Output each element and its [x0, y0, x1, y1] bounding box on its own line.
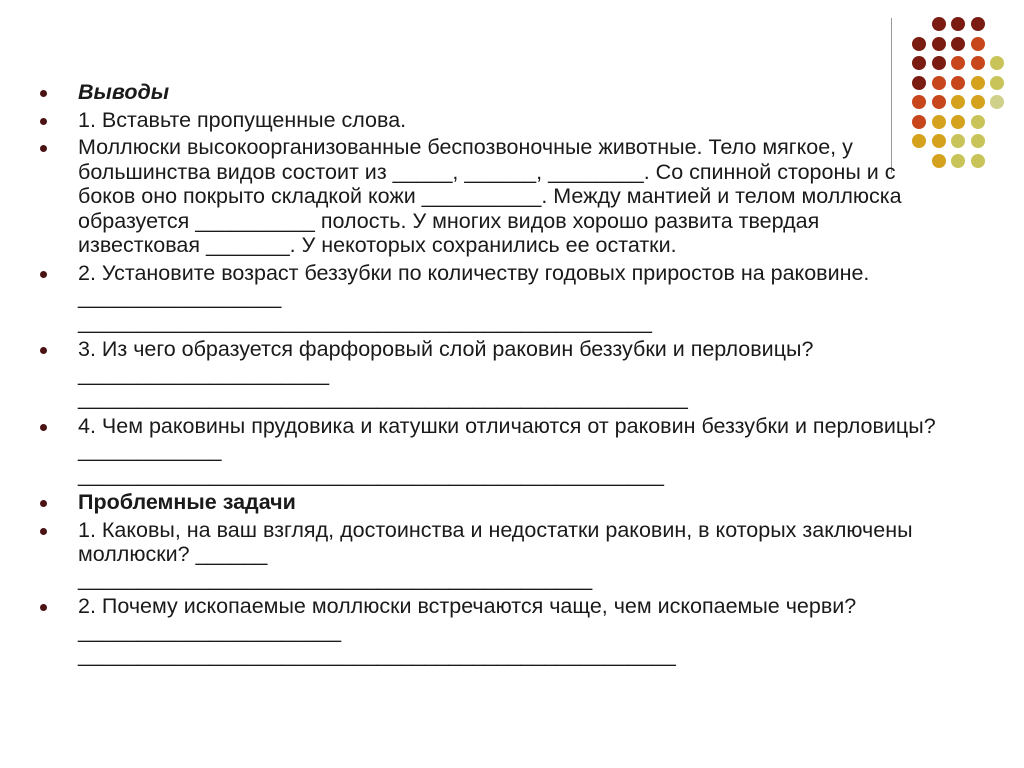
task-1-instruction: 1. Вставьте пропущенные слова. — [38, 108, 938, 133]
heading-problem-tasks: Проблемные задачи — [38, 490, 938, 515]
problem-2-question: 2. Почему ископаемые моллюски встречаются чаще, чем ископаемые черви?______________________ __________________________________________________ — [38, 594, 938, 668]
decorative-dot — [971, 95, 985, 109]
task-4-question: 4. Чем раковины прудовика и катушки отличаются от раковин беззубки и перловицы?____________ _________________________________________________ — [38, 414, 938, 488]
decorative-dot — [971, 76, 985, 90]
decorative-dot — [971, 154, 985, 168]
decorative-dot — [971, 115, 985, 129]
problem-1-question: 1. Каковы, на ваш взгляд, достоинства и недостатки раковин, в которых заключены моллюски? ______ ___________________________________________ — [38, 518, 938, 592]
task-3-question: 3. Из чего образуется фарфоровый слой раковин беззубки и перловицы? _____________________ ___________________________________________________ — [38, 337, 938, 411]
decorative-dot — [951, 76, 965, 90]
decorative-dot — [971, 56, 985, 70]
heading-conclusions: Выводы — [38, 80, 938, 105]
decorative-dot — [990, 76, 1004, 90]
decorative-dot — [971, 134, 985, 148]
task-1-fill-in-text: Моллюски высокоорганизованные беспозвоночные животные. Тело мягкое, у большинства видов состоит из _____, ______, ________. Со спинной стороны и с боков оно покрыто складкой кожи __________. Между мантией и телом моллюска образуется __________ полость. У многих видов хорошо развита твердая известковая _______. У некоторых сохранились ее остатки. — [38, 135, 938, 258]
decorative-dot — [932, 37, 946, 51]
decorative-dot — [951, 37, 965, 51]
decorative-dot — [951, 154, 965, 168]
decorative-dot — [971, 37, 985, 51]
task-2-question: 2. Установите возраст беззубки по количеству годовых приростов на раковине. _________________ ________________________________________________ — [38, 261, 938, 335]
decorative-dot — [912, 37, 926, 51]
decorative-dot — [951, 56, 965, 70]
decorative-dot — [932, 56, 946, 70]
decorative-dot — [990, 56, 1004, 70]
slide-bullet-list — [38, 80, 938, 671]
decorative-dot — [951, 115, 965, 129]
decorative-dot — [932, 17, 946, 31]
decorative-dot — [971, 17, 985, 31]
decorative-dot — [951, 134, 965, 148]
decorative-dot — [990, 95, 1004, 109]
decorative-dot — [912, 56, 926, 70]
decorative-dot — [951, 17, 965, 31]
decorative-dot — [951, 95, 965, 109]
